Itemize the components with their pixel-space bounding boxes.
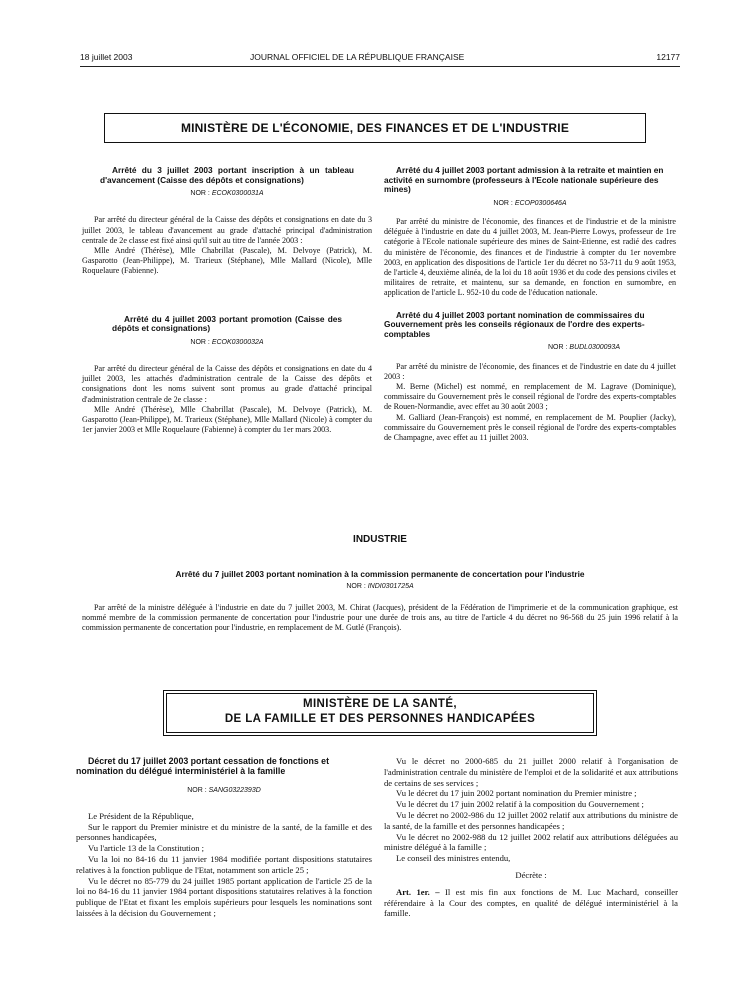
right-column [384,166,676,443]
decree-block [384,166,676,299]
decree-title: Arrêté du 3 juillet 2003 portant inscription à un tableau d'avancement (Caisse des dépôts et consignations) [100,165,354,185]
decree-title: Arrêté du 4 juillet 2003 portant admission à la retraite et maintien en activité en surnombre (professeurs à l'Ecole nationale supérieure des mines) [384,165,664,195]
ministry-title: MINISTÈRE DE L'ÉCONOMIE, DES FINANCES ET DE L'INDUSTRIE [180,121,570,135]
journal-title: JOURNAL OFFICIEL DE LA RÉPUBLIQUE FRANÇAISE [250,52,465,62]
left-column [82,166,372,435]
issue-date: 18 juillet 2003 [80,52,133,62]
page-number: 12177 [656,52,680,62]
article-label: Art. 1er. – [396,886,440,897]
decree-block [82,166,372,277]
paragraph: Vu le décret du 17 juin 2002 relatif à la composition du Gouvernement ; [396,799,644,810]
paragraph: M. Galliard (Jean-François) est nommé, en remplacement de M. Pouplier (Jacky), commissaire du Gouvernement près le conseil régional de l'ordre des experts-comptables de Champagne, avec effet au 11 juillet 2003. [384,412,676,443]
decrete-label: Décrète : [515,869,547,880]
paragraph: Vu l'article 13 de la Constitution ; [88,843,205,854]
nor-reference: NOR : BUDL0300093A [548,344,620,352]
paragraph: M. Berne (Michel) est nommé, en remplacement de M. Lagrave (Dominique), commissaire du Gouvernement près le conseil régional de l'ordre des experts-comptables de Rouen-Normandie, avec effet au 30 août 2003 ; [384,382,676,412]
decree-title: Arrêté du 4 juillet 2003 portant promotion (Caisse des dépôts et consignations) [112,313,342,334]
paragraph: Vu le décret du 17 juin 2002 portant nomination du Premier ministre ; [396,788,637,799]
article-text: Il est mis fin aux fonctions de M. Luc Machard, conseiller référendaire à la Cour des comptes, en qualité de délégué interministériel à la famille. [384,886,678,919]
decree-title: Décret du 17 juillet 2003 portant cessation de fonctions et nomination du délégué interministériel à la famille [76,756,329,776]
section-heading-industrie: INDUSTRIE [353,534,407,545]
paragraph: Mlle André (Thérèse), Mlle Chabrillat (Pascale), M. Delvoye (Patrick), M. Gasparotto (Jean-Philippe), M. Trarieux (Stéphane), Mlle Mallard (Nicole), Mlle Roquelaure (Fabienne). [82,246,372,276]
page-header [80,52,680,64]
industrie-paragraph: Par arrêté de la ministre déléguée à l'industrie en date du 7 juillet 2003, M. Chirat (Jacques), président de la Fédération de l'imprimerie et de la communication graphique, est nommé membre de la commission permanente de concertation pour l'industrie pour une durée de trois ans, au titre de l'article 4 du décret no 96-568 du 25 juin 1996 relatif à la commission permanente de concertation pour l'industrie, en remplacement de M. Gutlé (François). [82,603,678,633]
header-rule [80,66,680,67]
article-1 [384,887,678,919]
paragraph: Sur le rapport du Premier ministre et du ministre de la santé, de la famille et des personnes handicapées, [76,821,372,843]
nor-reference: NOR : SANG0322393D [187,787,261,794]
decree-right-column [384,756,678,919]
ministry-title-line2: DE LA FAMILLE ET DES PERSONNES HANDICAPÉES [224,713,536,725]
decree-left-column [76,756,372,919]
ministry-title-line1: MINISTÈRE DE LA SANTÉ, [302,698,458,710]
decree-title: Arrêté du 7 juillet 2003 portant nomination à la commission permanente de concertation pour l'industrie [175,569,585,579]
nor-reference: NOR : INDI0301725A [346,583,414,590]
paragraph: Vu le décret no 2002-986 du 12 juillet 2002 relatif aux attributions du ministre de la santé, de la famille et des personnes handicapées ; [384,809,678,831]
paragraph: Le Président de la République, [88,810,194,821]
paragraph: Vu le décret no 2002-988 du 12 juillet 2002 relatif aux attributions déléguées au ministre délégué à la famille ; [384,831,678,853]
nor-reference: NOR : ECOK0300031A [190,190,264,198]
ministry-box-economie [104,113,646,143]
paragraph: Par arrêté du directeur général de la Caisse des dépôts et consignations en date du 3 juillet 2003, le tableau d'avancement au grade d'attaché principal d'administration centrale de 2e classe est fixé ainsi qu'il suit au titre de l'année 2003 : [82,215,372,245]
paragraph: Par arrêté du directeur général de la Caisse des dépôts et consignations en date du 4 juillet 2003, les attachés d'administration centrale de la Caisse des dépôts et consignations dont les noms suivent sont promus au grade d'attaché principal d'administration centrale de 2e classe : [82,364,372,404]
ministry-box-sante [163,690,597,736]
decree-title: Arrêté du 4 juillet 2003 portant nomination de commissaires du Gouvernement près les conseils régionaux de l'ordre des experts-comptables [384,309,645,339]
paragraph: Par arrêté du ministre de l'économie, des finances et de l'industrie en date du 4 juillet 2003 : [384,361,676,381]
nor-reference: NOR : ECOK0300032A [190,338,264,346]
paragraph: Mlle André (Thérèse), Mlle Chabrillat (Pascale), M. Delvoye (Patrick), M. Gasparotto (Jean-Philippe), M. Trarieux (Stéphane), Mlle Mallard (Nicole) à compter du 1er janvier 2003 et Mlle Roquelaure (Fabienne) à compter du 1er mars 2003. [82,404,372,435]
decree-block [82,315,372,436]
decree-block [384,311,676,444]
paragraph: Le conseil des ministres entendu, [396,853,511,864]
paragraph: Vu le décret no 2000-685 du 21 juillet 2000 relatif à l'organisation de l'administration centrale du ministère de l'emploi et de la solidarité et aux attributions de certains de ses services ; [384,756,678,788]
paragraph: Vu la loi no 84-16 du 11 janvier 1984 modifiée portant dispositions statutaires relatives à la fonction publique de l'Etat, notamment son article 25 ; [76,853,372,875]
paragraph: Vu le décret no 85-779 du 24 juillet 1985 portant application de l'article 25 de la loi no 84-16 du 11 janvier 1984 portant dispositions statutaires relatives à la fonction publique de l'Etat et fixant les emplois supérieurs pour lesquels les nominations sont laissées à la décision du Gouvernement ; [76,875,372,918]
paragraph: Par arrêté du ministre de l'économie, des finances et de l'industrie et de la ministre déléguée à l'industrie en date du 4 juillet 2003, M. Jean-Pierre Lowys, professeur de 1re catégorie à l'Ecole nationale supérieure des mines de Saint-Etienne, est radié des cadres du ministère de l'économie, des finances et de l'industrie à compter du 1er novembre 2003, en application des dispositions de l'article 1er du décret no 53-711 du 9 août 1953, de l'article 4, deuxième alinéa, de la loi du 18 août 1936 et du code des pensions civiles et militaires de retraite, et maintenu, sur sa demande, en fonction en surnombre, en application de l'article L. 952-10 du code de l'éducation nationale. [384,216,676,298]
nor-reference: NOR : ECOP0300646A [493,199,567,207]
